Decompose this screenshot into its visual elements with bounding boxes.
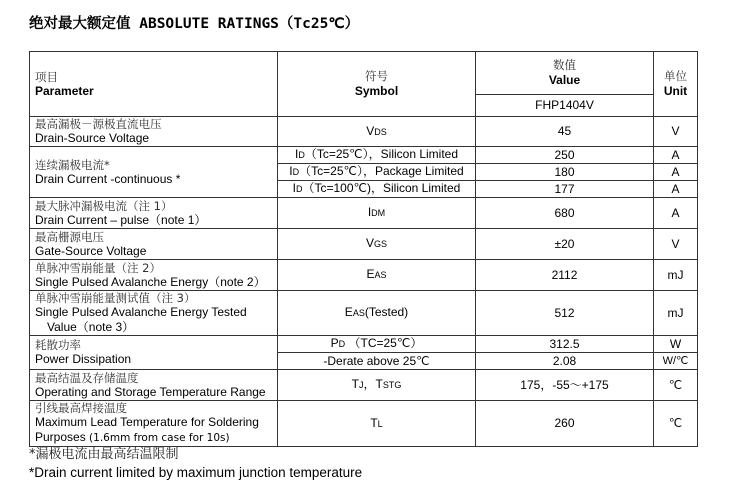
table-row: 最高结温及存储温度 Operating and Storage Temperature Range TJ，TSTG 175，-55～+175 ℃	[30, 370, 698, 401]
value-cell: 250	[476, 147, 654, 164]
footnote-cn: *漏极电流由最高结温限制	[29, 447, 179, 462]
unit-cell: A	[654, 198, 698, 229]
table-row: 最大脉冲漏极电流（注 1） Drain Current – pulse（note 1） IDM 680 A	[30, 198, 698, 229]
value-cell: 177	[476, 181, 654, 198]
value-cell: 180	[476, 164, 654, 181]
symbol-cell: ID（Tc=25℃），Silicon Limited	[278, 147, 476, 164]
table-row: 引线最高焊接温度 Maximum Lead Temperature for Soldering Purposes (1.6mm from case for 10s) TL 260 ℃	[30, 401, 698, 447]
symbol-cell: EAS(Tested)	[278, 291, 476, 336]
unit-cell: V	[654, 117, 698, 147]
unit-cell: V	[654, 229, 698, 260]
value-cell: 45	[476, 117, 654, 147]
table-row: 耗散功率 Power Dissipation PD （TC=25℃） 312.5 W	[30, 336, 698, 353]
value-cell: ±20	[476, 229, 654, 260]
value-cell: 2.08	[476, 353, 654, 370]
symbol-cell: TL	[278, 401, 476, 447]
header-part-number: FHP1404V	[476, 95, 654, 117]
absolute-ratings-table	[29, 51, 698, 447]
unit-cell: W/℃	[654, 353, 698, 370]
header-value: 数值 Value	[476, 52, 654, 95]
symbol-cell: PD （TC=25℃）	[278, 336, 476, 353]
symbol-cell: ID（Tc=25℃），Package Limited	[278, 164, 476, 181]
table-row: 单脉冲雪崩能量测试值（注 3） Single Pulsed Avalanche Energy Tested Value（note 3） EAS(Tested) 512 mJ	[30, 291, 698, 336]
symbol-cell: EAS	[278, 260, 476, 291]
value-cell: 175，-55～+175	[476, 370, 654, 401]
unit-cell: A	[654, 147, 698, 164]
value-cell: 2112	[476, 260, 654, 291]
symbol-cell: VGS	[278, 229, 476, 260]
unit-cell: mJ	[654, 291, 698, 336]
table-row: 单脉冲雪崩能量（注 2） Single Pulsed Avalanche Energy（note 2） EAS 2112 mJ	[30, 260, 698, 291]
unit-cell: ℃	[654, 370, 698, 401]
symbol-cell: VDS	[278, 117, 476, 147]
symbol-cell: IDM	[278, 198, 476, 229]
unit-cell: mJ	[654, 260, 698, 291]
footnote-en: *Drain current limited by maximum junction temperature	[29, 465, 363, 480]
table-row: 最高漏极－源极直流电压 Drain-Source Voltage VDS 45 V	[30, 117, 698, 147]
section-title: 绝对最大额定值 ABSOLUTE RATINGS（Tc25℃）	[29, 16, 360, 32]
table-header-row	[30, 52, 698, 95]
table-row: 最高栅源电压 Gate-Source Voltage VGS ±20 V	[30, 229, 698, 260]
header-parameter: 项目 Parameter	[30, 52, 278, 117]
unit-cell: W	[654, 336, 698, 353]
unit-cell: A	[654, 164, 698, 181]
table-row: 连续漏极电流* Drain Current -continuous * ID（Tc=25℃），Silicon Limited 250 A	[30, 147, 698, 164]
symbol-cell: ID（Tc=100℃)，Silicon Limited	[278, 181, 476, 198]
value-cell: 512	[476, 291, 654, 336]
header-symbol: 符号 Symbol	[278, 52, 476, 117]
value-cell: 680	[476, 198, 654, 229]
value-cell: 312.5	[476, 336, 654, 353]
symbol-cell: -Derate above 25℃	[278, 353, 476, 370]
unit-cell: A	[654, 181, 698, 198]
symbol-cell: TJ，TSTG	[278, 370, 476, 401]
unit-cell: ℃	[654, 401, 698, 447]
header-unit: 单位 Unit	[654, 52, 698, 117]
value-cell: 260	[476, 401, 654, 447]
